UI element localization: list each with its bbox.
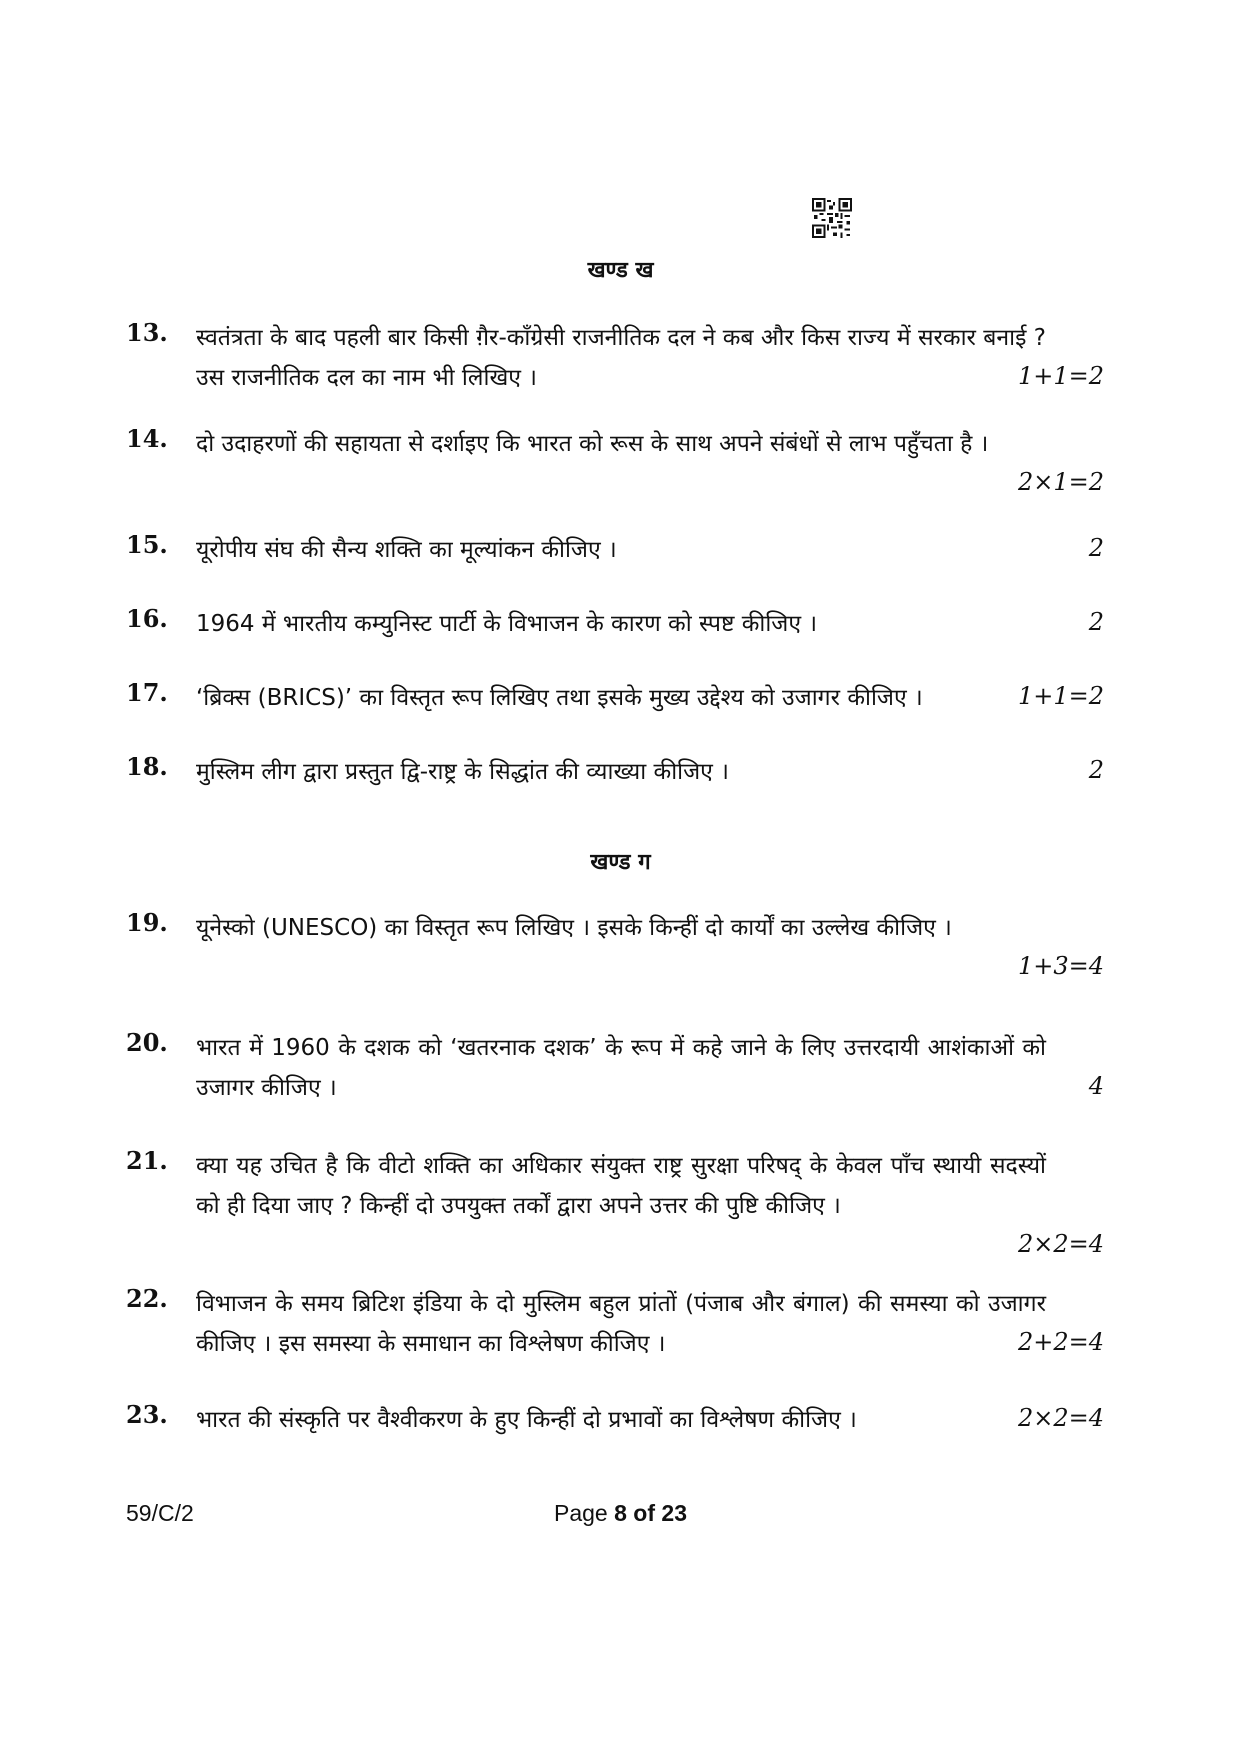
question-number: 15. [126,530,168,559]
question-text: क्या यह उचित है कि वीटो शक्ति का अधिकार संयुक्त राष्ट्र सुरक्षा परिषद् के केवल पाँच स्थायी सदस्यों को ही दिया जाए ? किन्हीं दो उपयुक्त तर्कों द्वारा अपने उत्तर की पुष्टि कीजिए । [196,1153,1046,1219]
question-text: स्वतंत्रता के बाद पहली बार किसी ग़ैर-काँग्रेसी राजनीतिक दल ने कब और किस राज्य में सरकार बनाई ? उस राजनीतिक दल का नाम भी लिखिए । [196,325,1046,391]
page-current: 8 [614,1500,627,1526]
question-text: दो उदाहरणों की सहायता से दर्शाइए कि भारत को रूस के साथ अपने संबंधों से लाभ पहुँचता है । [196,431,989,457]
paper-code: 59/C/2 [126,1500,194,1526]
question-number: 23. [126,1400,168,1429]
question-number: 16. [126,604,168,633]
question-number: 14. [126,424,168,453]
question-text: भारत की संस्कृति पर वैश्वीकरण के हुए किन्हीं दो प्रभावों का विश्लेषण कीजिए । [196,1407,857,1433]
question-marks: 1+1=2 [1017,362,1104,390]
page-of: of [633,1500,656,1526]
question-text: मुस्लिम लीग द्वारा प्रस्तुत द्वि-राष्ट्र के सिद्धांत की व्याख्या कीजिए । [196,759,729,785]
question-marks: 2 [1088,756,1104,784]
question-number: 22. [126,1284,168,1313]
question-marks: 2 [1088,534,1104,562]
question-marks: 2×2=4 [1017,1404,1104,1432]
question-marks: 2+2=4 [1017,1328,1104,1356]
question-text: विभाजन के समय ब्रिटिश इंडिया के दो मुस्लिम बहुल प्रांतों (पंजाब और बंगाल) की समस्या को उजागर कीजिए । इस समस्या के समाधान का विश्लेषण कीजिए । [196,1291,1046,1357]
question-number: 19. [126,908,168,937]
question-number: 17. [126,678,168,707]
question-text: 1964 में भारतीय कम्युनिस्ट पार्टी के विभाजन के कारण को स्पष्ट कीजिए । [196,611,818,637]
question-marks: 2 [1088,608,1104,636]
question-text: ‘ब्रिक्स (BRICS)’ का विस्तृत रूप लिखिए तथा इसके मुख्य उद्देश्य को उजागर कीजिए । [196,685,923,711]
page-total: 23 [661,1500,687,1526]
question-number: 13. [126,318,168,347]
page-indicator [0,1500,1241,1527]
question-text: यूनेस्को (UNESCO) का विस्तृत रूप लिखिए । इसके किन्हीं दो कार्यों का उल्लेख कीजिए । [196,915,952,941]
section-heading-kha: खण्ड ख [587,258,654,283]
question-marks: 4 [1088,1072,1104,1100]
qr-code-icon [812,198,852,238]
question-marks: 2×2=4 [1017,1230,1104,1258]
question-marks: 1+1=2 [1017,682,1104,710]
section-heading-ga: खण्ड ग [590,850,651,875]
question-marks: 1+3=4 [1017,952,1104,980]
question-number: 18. [126,752,168,781]
question-number: 20. [126,1028,168,1057]
question-marks: 2×1=2 [1017,468,1104,496]
question-number: 21. [126,1146,168,1175]
question-text: भारत में 1960 के दशक को ‘खतरनाक दशक’ के रूप में कहे जाने के लिए उत्तरदायी आशंकाओं को उजागर कीजिए । [196,1035,1046,1101]
page-prefix: Page [554,1500,608,1526]
question-text: यूरोपीय संघ की सैन्य शक्ति का मूल्यांकन कीजिए । [196,537,617,563]
